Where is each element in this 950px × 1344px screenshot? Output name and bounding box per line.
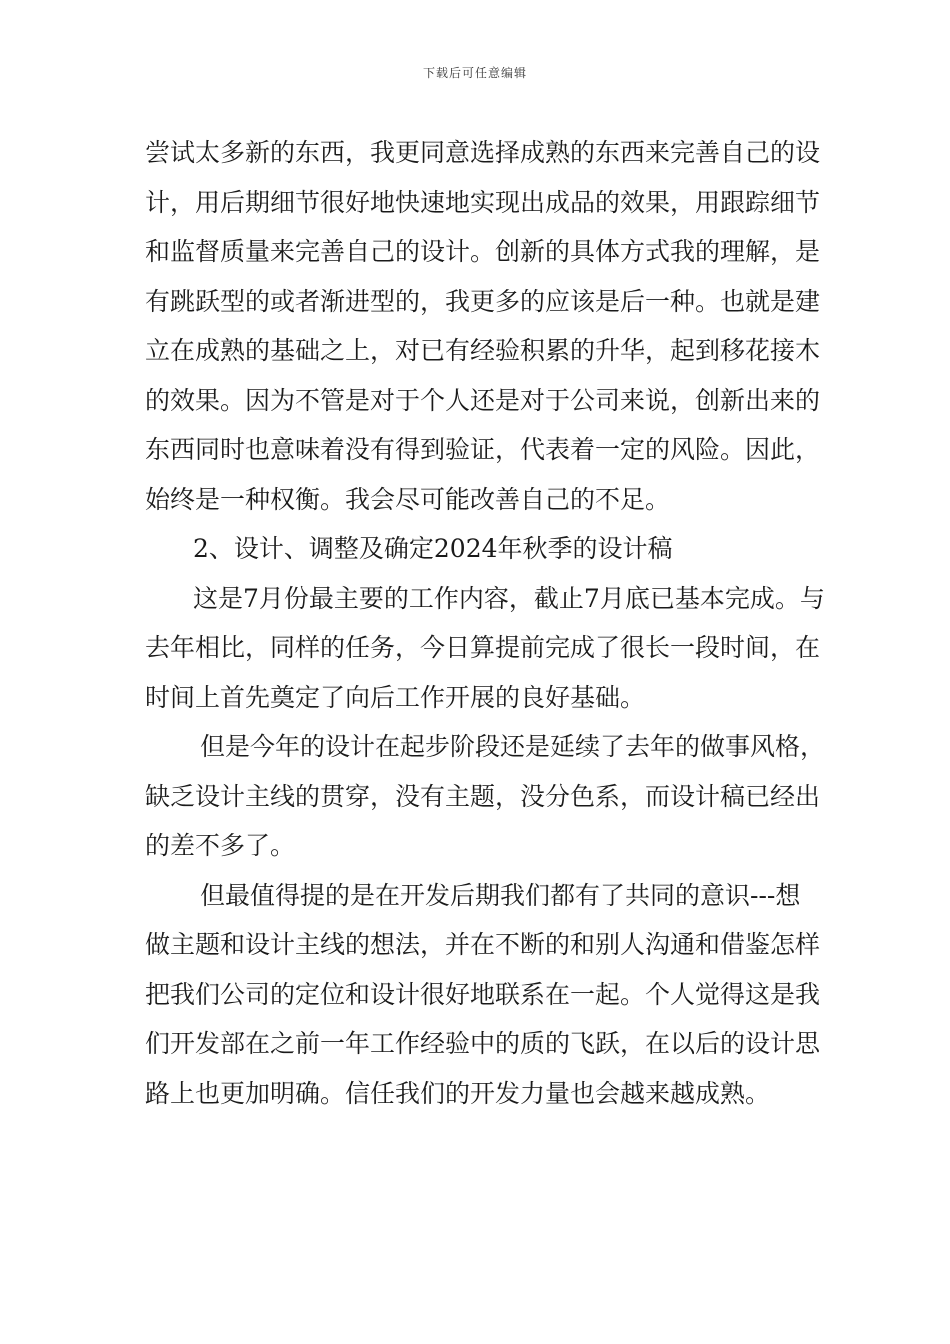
paragraph: 但最值得提的是在开发后期我们都有了共同的意识---想做主题和设计主线的想法，并在不断的和别人沟通和借鉴怎样把我们公司的定位和设计很好地联系在一起。个人觉得这是我们开发部在之前一年工作经验中的质的飞跃，在以后的设计思路上也更加明确。信任我们的开发力量也会越来越成熟。 bbox=[145, 880, 821, 1108]
page-header: 下载后可任意编辑 bbox=[422, 66, 527, 80]
paragraph-continued: 尝试太多新的东西，我更同意选择成熟的东西来完善自己的设计，用后期细节很好地快速地实现出成品的效果，用跟踪细节和监督质量来完善自己的设计。创新的具体方式我的理解，是有跳跃型的或者渐进型的，我更多的应该是后一种。也就是建立在成熟的基础之上，对已有经验积累的升华，起到移花接木的效果。因为不管是对于个人还是对于公司来说，创新出来的东西同时也意味着没有得到验证，代表着一定的风险。因此，始终是一种权衡。我会尽可能改善自己的不足。 bbox=[145, 138, 821, 514]
section-heading: 2、设计、调整及确定2024年秋季的设计稿 bbox=[193, 534, 673, 563]
document-body bbox=[145, 128, 825, 1118]
paragraph: 这是7月份最主要的工作内容，截止7月底已基本完成。与去年相比，同样的任务，今日算提前完成了很长一段时间，在时间上首先奠定了向后工作开展的良好基础。 bbox=[145, 583, 825, 712]
paragraph: 但是今年的设计在起步阶段还是延续了去年的做事风格，缺乏设计主线的贯穿，没有主题，没分色系，而设计稿已经出的差不多了。 bbox=[145, 732, 826, 860]
